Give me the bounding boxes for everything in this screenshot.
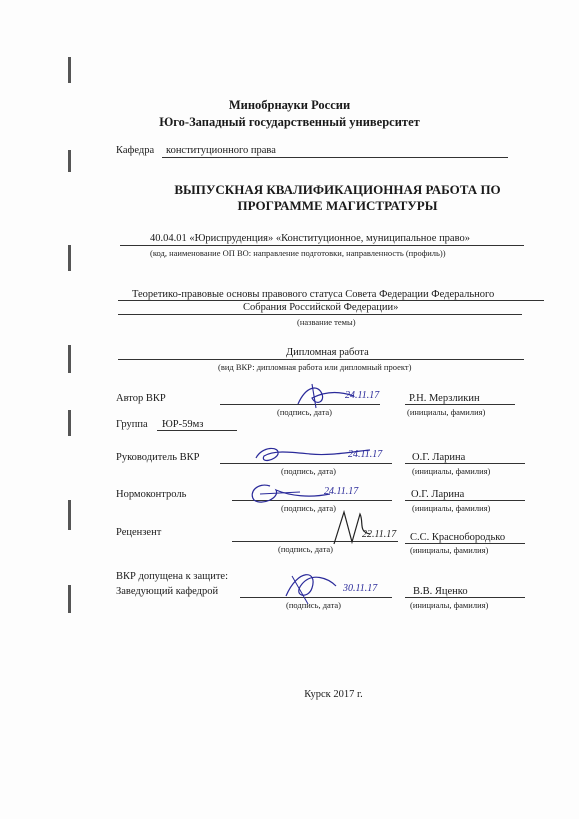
normcontrol-name-line bbox=[405, 500, 525, 501]
head-of-department-name: В.В. Яценко bbox=[413, 586, 468, 597]
department-line bbox=[162, 157, 508, 158]
normcontrol-label: Нормоконтроль bbox=[116, 489, 187, 500]
program-value: 40.04.01 «Юриспруденция» «Конституционное, муниципальное право» bbox=[150, 233, 470, 244]
topic-line2: Собрания Российской Федерации» bbox=[243, 302, 399, 313]
normcontrol-name: О.Г. Ларина bbox=[411, 489, 465, 500]
admission-sign-caption: (подпись, дата) bbox=[286, 600, 342, 610]
program-line bbox=[120, 245, 524, 246]
topic-caption: (название темы) bbox=[297, 317, 356, 327]
normcontrol-sign-date: 24.11.17 bbox=[324, 486, 359, 497]
author-name-line bbox=[405, 404, 515, 405]
group-line bbox=[157, 430, 237, 431]
supervisor-sign-caption: (подпись, дата) bbox=[281, 466, 337, 476]
author-sign-caption: (подпись, дата) bbox=[277, 407, 333, 417]
topic-line2-underline bbox=[118, 314, 522, 315]
admission-name-line bbox=[405, 597, 525, 598]
group-label: Группа bbox=[116, 419, 148, 430]
reviewer-name: С.С. Краснобородько bbox=[410, 532, 506, 543]
head-of-department-label: Заведующий кафедрой bbox=[116, 586, 219, 597]
supervisor-sign-date: 24.11.17 bbox=[348, 449, 383, 460]
reviewer-label: Рецензент bbox=[116, 527, 162, 538]
author-name-caption: (инициалы, фамилия) bbox=[407, 407, 486, 417]
binding-marks bbox=[66, 55, 72, 655]
reviewer-signature bbox=[330, 508, 420, 548]
group-value: ЮР-59мз bbox=[162, 419, 204, 430]
supervisor-name-line bbox=[405, 463, 525, 464]
reviewer-name-caption: (инициалы, фамилия) bbox=[410, 545, 489, 555]
author-label: Автор ВКР bbox=[116, 393, 166, 404]
admission-label: ВКР допущена к защите: bbox=[116, 571, 228, 582]
supervisor-label: Руководитель ВКР bbox=[116, 452, 200, 463]
ministry-name: Минобрнауки России bbox=[228, 98, 351, 112]
work-type-value: Дипломная работа bbox=[286, 347, 369, 358]
reviewer-sign-date: 22.11.17 bbox=[362, 529, 397, 540]
topic-line1: Теоретико-правовые основы правового статуса Совета Федерации Федерального bbox=[132, 289, 495, 300]
author-name: Р.Н. Мерзликин bbox=[409, 393, 480, 404]
supervisor-name: О.Г. Ларина bbox=[412, 452, 466, 463]
normcontrol-sign-caption: (подпись, дата) bbox=[281, 503, 337, 513]
admission-sign-date: 30.11.17 bbox=[343, 583, 378, 594]
admission-name-caption: (инициалы, фамилия) bbox=[410, 600, 489, 610]
topic-line1-underline bbox=[118, 300, 544, 301]
work-type-line bbox=[118, 359, 524, 360]
department-value: конституционного права bbox=[166, 145, 276, 156]
author-sign-date: 24.11.17 bbox=[345, 390, 380, 401]
city-year: Курск 2017 г. bbox=[304, 689, 363, 700]
supervisor-name-caption: (инициалы, фамилия) bbox=[412, 466, 491, 476]
normcontrol-name-caption: (инициалы, фамилия) bbox=[412, 503, 491, 513]
reviewer-name-line bbox=[405, 543, 525, 544]
work-title-line2: ПРОГРАММЕ МАГИСТРАТУРЫ bbox=[237, 198, 438, 213]
university-name: Юго-Западный государственный университет bbox=[159, 115, 420, 129]
department-label: Кафедра bbox=[116, 145, 155, 156]
program-caption: (код, наименование ОП ВО: направление подготовки, направленность (профиль)) bbox=[150, 248, 446, 258]
reviewer-sign-caption: (подпись, дата) bbox=[278, 544, 334, 554]
work-title-line1: ВЫПУСКНАЯ КВАЛИФИКАЦИОННАЯ РАБОТА ПО bbox=[174, 182, 501, 197]
work-type-caption: (вид ВКР: дипломная работа или дипломный проект) bbox=[218, 362, 412, 372]
